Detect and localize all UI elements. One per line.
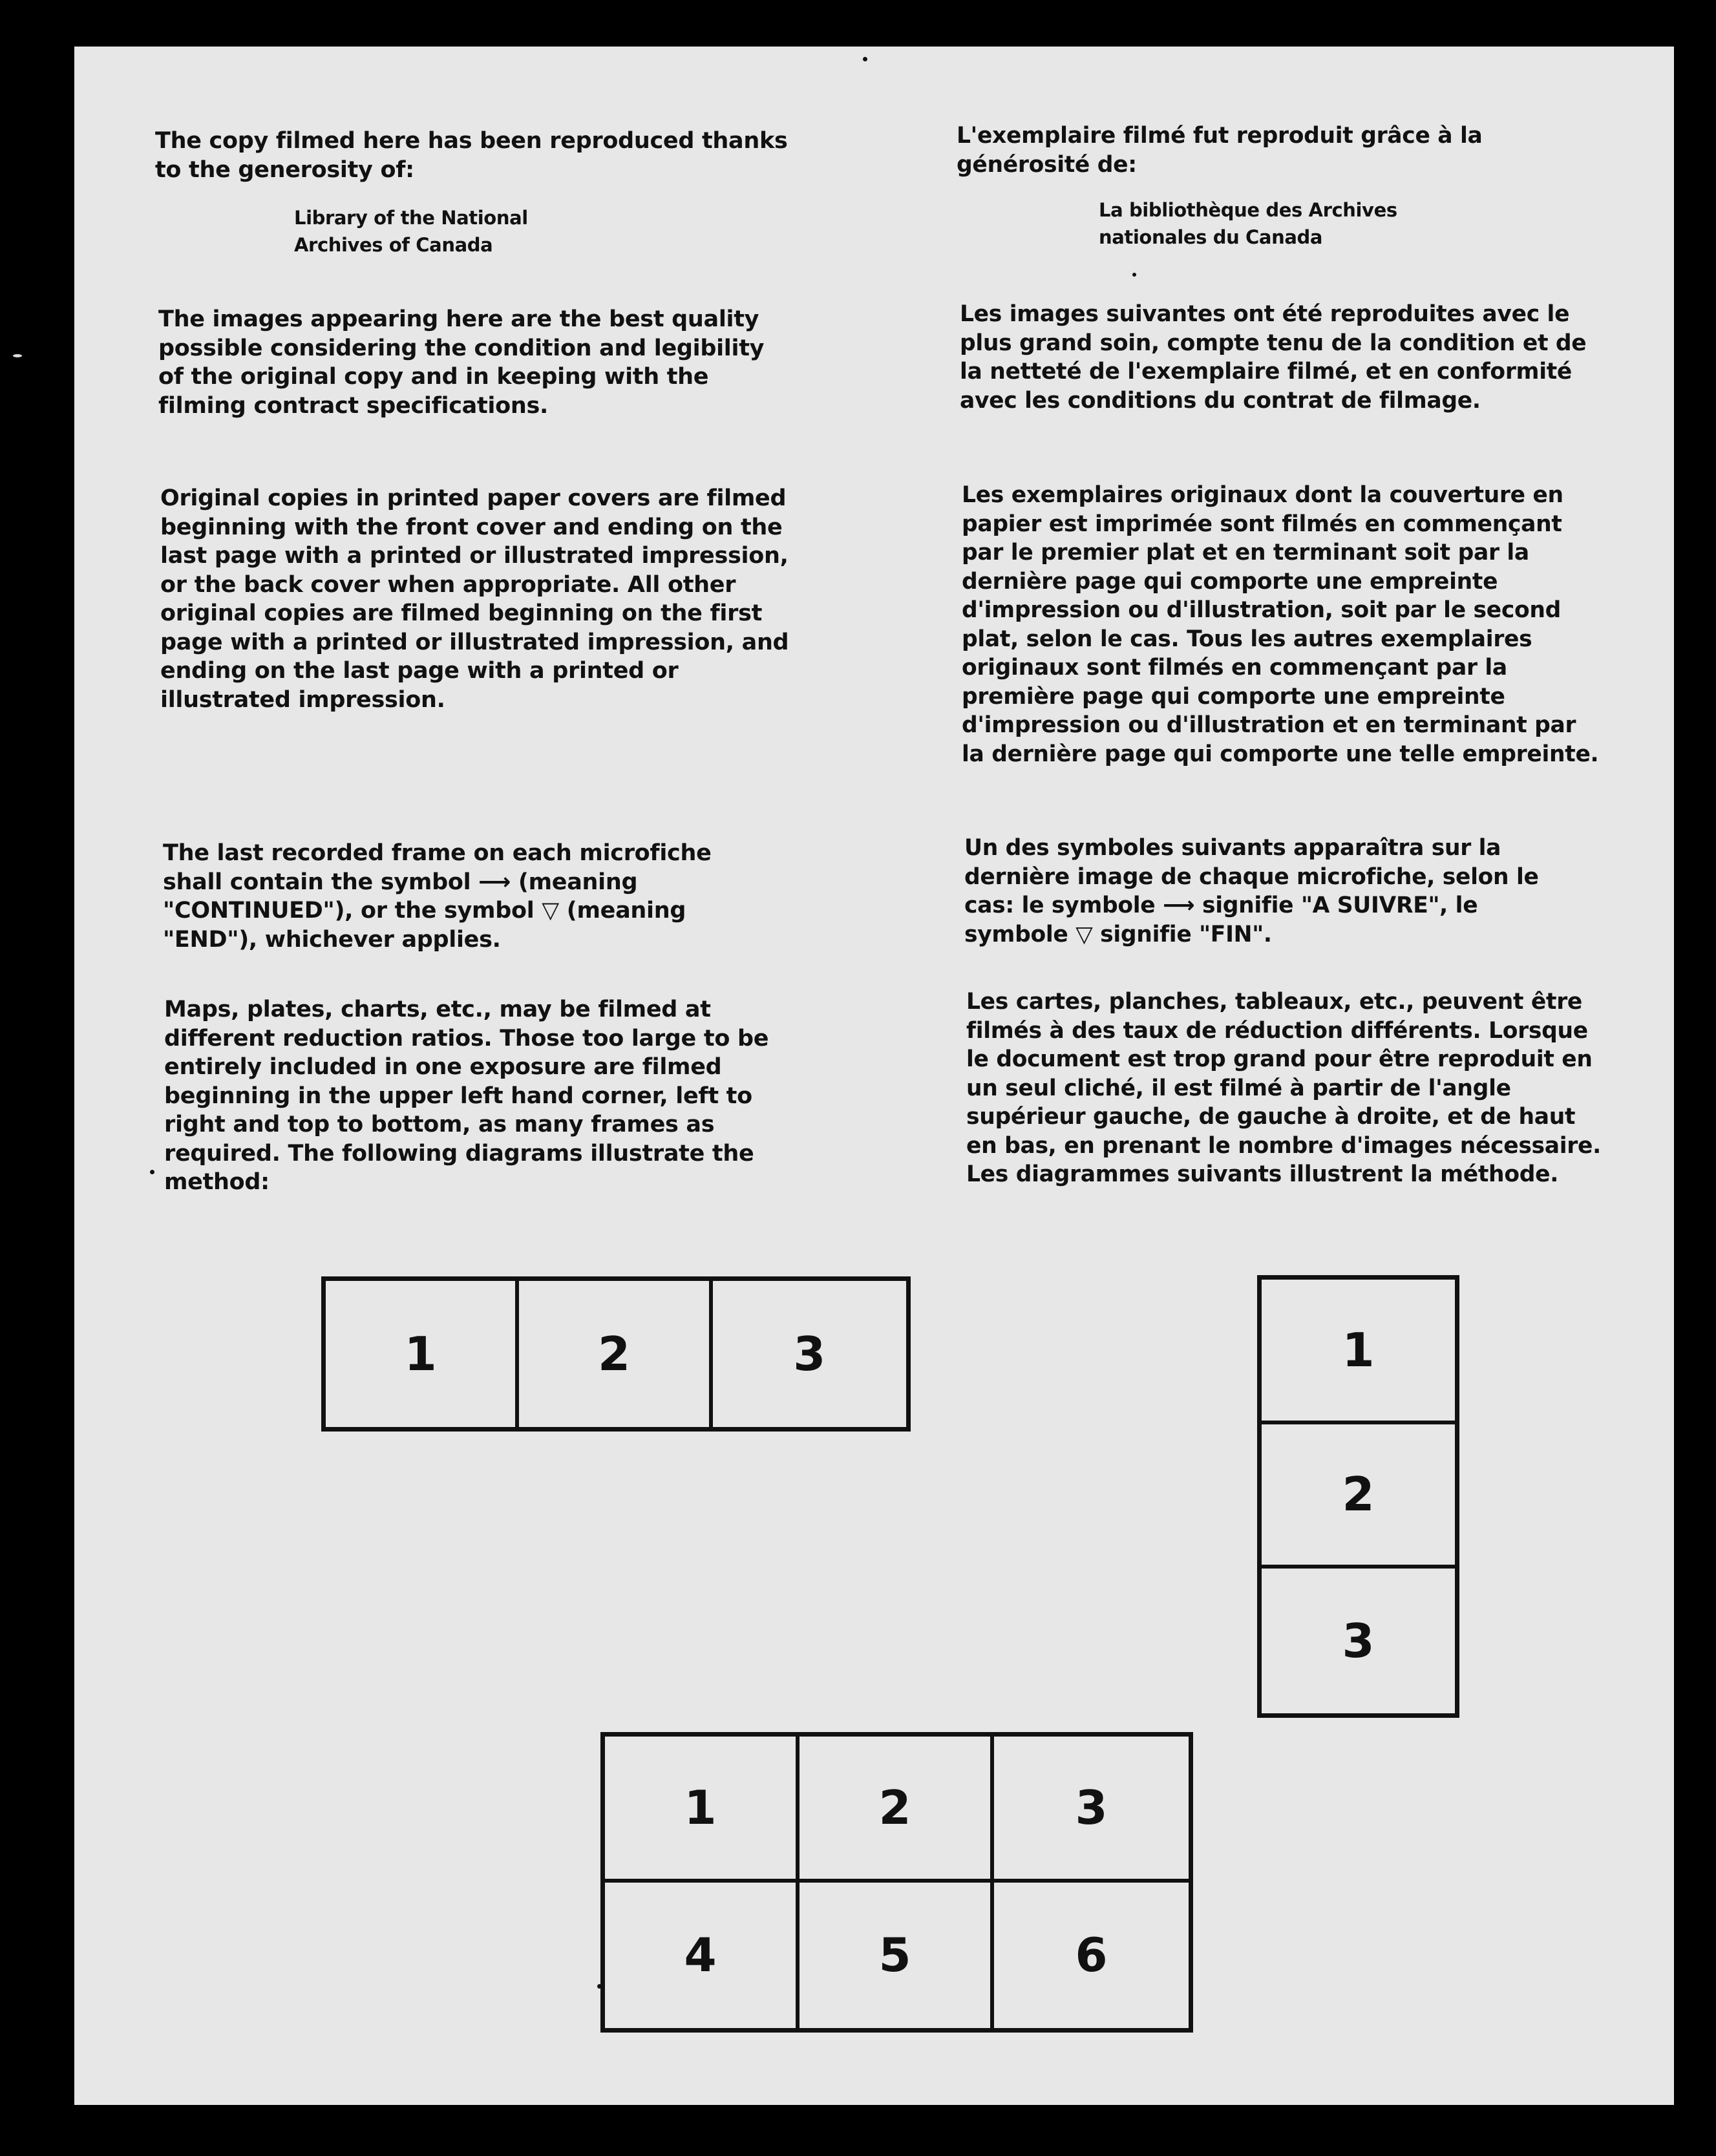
fr-credit-line-2: nationales du Canada — [1099, 226, 1323, 248]
diagram-vertical — [1257, 1275, 1459, 1718]
en-credit-line-2: Archives of Canada — [294, 234, 493, 256]
film-speck — [1132, 273, 1136, 277]
diagram-horizontal — [321, 1276, 911, 1432]
fr-original-copies-text: Les exemplaires originaux dont la couverture en papier est imprimée sont filmés en commençant par le premier plat et en terminant soit par la dernière page qui comporte une empreinte d'impression ou d'illustration, soit par le second plat, selon le cas. Tous les autres exemplaires originaux sont filmés en commençant par la première page qui comporte une empreinte d'impression ou d'illustration et en terminant par la dernière page qui comporte une telle empreinte. — [962, 482, 1599, 767]
fr-credit — [1099, 196, 1461, 251]
en-original-copies-text: Original copies in printed paper covers are filmed beginning with the front cover and ending on the last page with a printed or illustrated impression, or the back cover when appropriate. All other original copies are filmed beginning on the first page with a printed or illustrated impression, and ending on the last page with a printed or illustrated impression. — [160, 485, 789, 713]
frame-cell: 2 — [519, 1281, 712, 1427]
en-credit — [294, 204, 617, 259]
frame-cell: 2 — [1262, 1424, 1455, 1569]
frame-cell: 3 — [793, 1327, 826, 1381]
frame-cell: 1 — [605, 1737, 800, 1883]
frame-cell: 5 — [800, 1883, 994, 2029]
en-quality-text: The images appearing here are the best quality possible considering the condition and legibility of the original copy and in keeping with the filming contract specifications. — [158, 306, 765, 419]
film-speck — [863, 57, 867, 61]
film-speck — [13, 354, 22, 357]
frame-cell: 1 — [1262, 1280, 1455, 1424]
frame-cell: 4 — [605, 1883, 800, 2029]
en-symbols-text: The last recorded frame on each microfiche shall contain the symbol ⟶ (meaning "CONTINUED"), or the symbol ▽ (meaning "END"), whichever applies. — [163, 840, 712, 953]
film-speck — [597, 1984, 602, 1989]
fr-credit-line-1: La bibliothèque des Archives — [1099, 199, 1397, 221]
fr-symbols-text: Un des symboles suivants apparaîtra sur la dernière image de chaque microfiche, selon le cas: le symbole ⟶ signifie "A SUIVRE", le symbole ▽ signifie "FIN". — [964, 835, 1539, 947]
fr-generosity-text: L'exemplaire filmé fut reproduit grâce à la générosité de: — [957, 123, 1483, 178]
frame-cell: 3 — [1342, 1614, 1375, 1669]
frame-cell: 1 — [326, 1281, 519, 1427]
frame-cell: 2 — [800, 1737, 994, 1883]
en-credit-line-1: Library of the National — [294, 207, 528, 229]
film-speck — [150, 1170, 154, 1174]
en-generosity-text: The copy filmed here has been reproduced thanks to the generosity of: — [155, 128, 788, 183]
fr-quality-text: Les images suivantes ont été reproduites avec le plus grand soin, compte tenu de la condition et de la netteté de l'exemplaire filmé, et en conformité avec les conditions du contrat de filmage. — [960, 301, 1587, 414]
fr-maps-text: Les cartes, planches, tableaux, etc., peuvent être filmés à des taux de réduction différents. Lorsque le document est trop grand pour être reproduit en un seul cliché, il est filmé à partir de l'angle supérieur gauche, de gauche à droite, et de haut en bas, en prenant le nombre d'images nécessaire. Les diagrammes suivants illustrent la méthode. — [966, 989, 1601, 1187]
frame-cell: 6 — [1075, 1928, 1108, 1983]
en-maps-text: Maps, plates, charts, etc., may be filmed at different reduction ratios. Those too large to be entirely included in one exposure are filmed beginning in the upper left hand corner, left to right and top to bottom, as many frames as required. The following diagrams illustrate the method: — [164, 997, 769, 1195]
diagram-grid — [600, 1732, 1193, 2033]
frame-cell: 3 — [994, 1737, 1189, 1883]
